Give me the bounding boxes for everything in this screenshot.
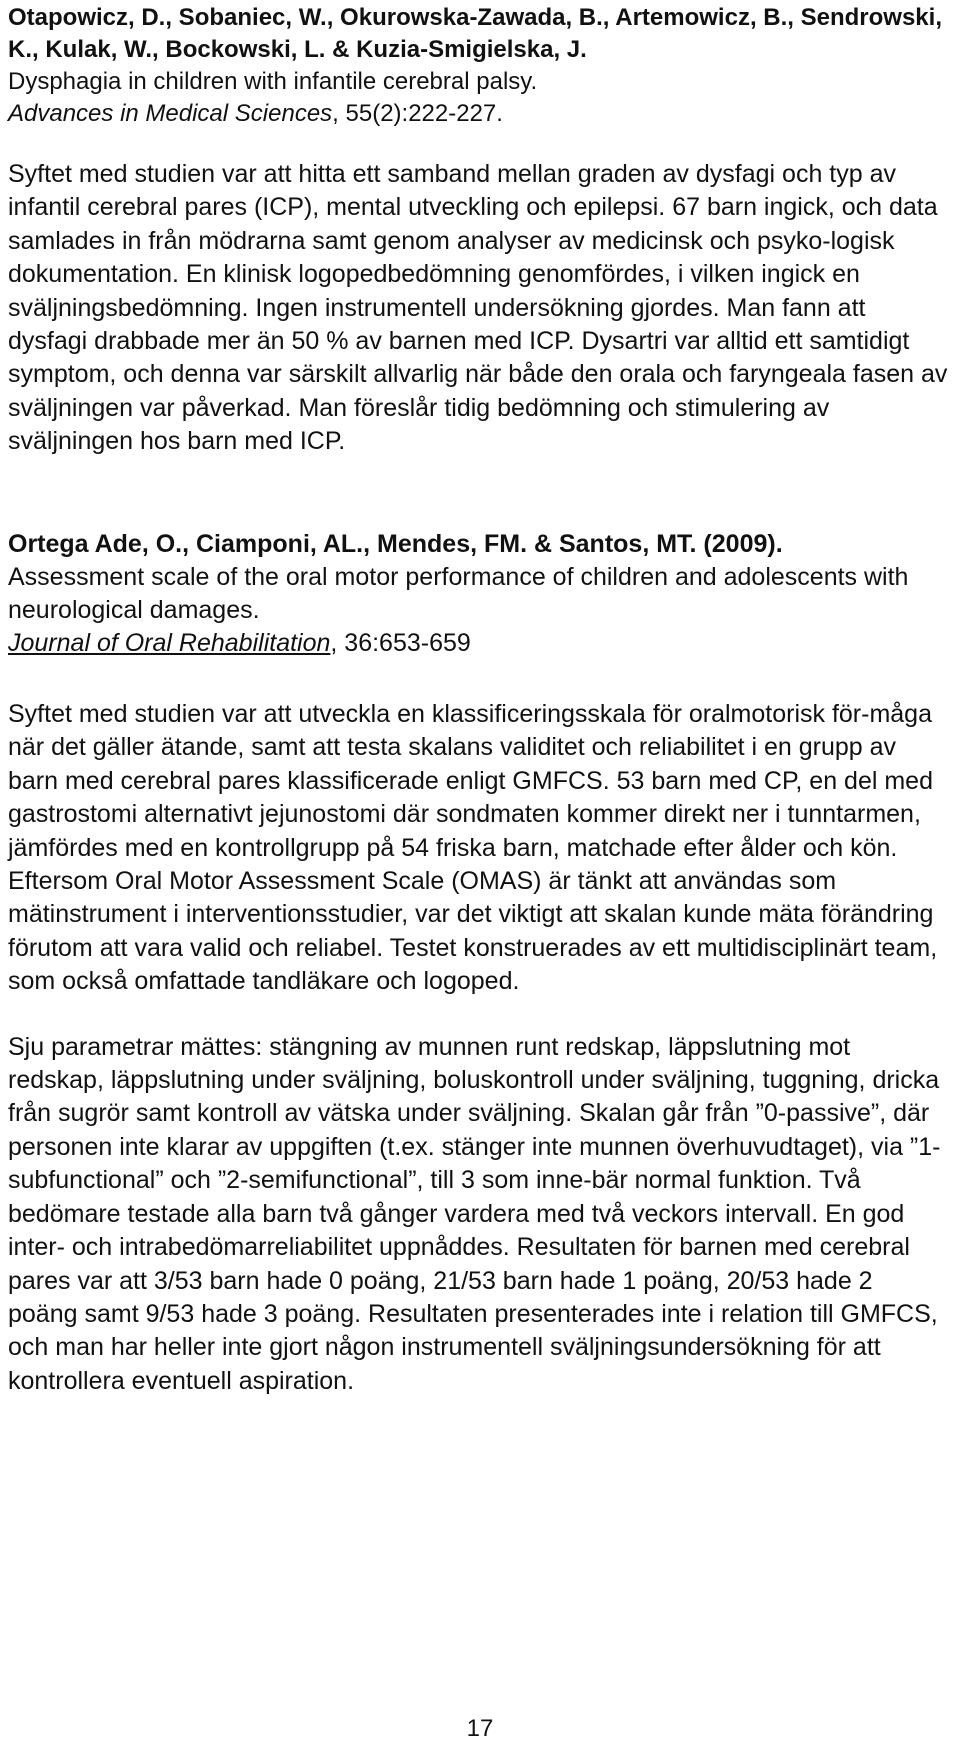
summary-paragraph: Syftet med studien var att utveckla en klassificeringsskala för oralmotorisk för-måga när det gäller ätande, samt att testa skalans validitet och reliabilitet i en grupp av barn med cerebral pares klassificerade enligt GMFCS. 53 barn med CP, en del med gastrostomi alternativt jejunostomi där sondmaten kommer direkt ner i tunntarmen, jämfördes med en kontrollgrupp på 54 friska barn, matchade efter ålder och kön. Eftersom Oral Motor Assessment Scale (OMAS) är tänkt att användas som mätinstrument i interventionsstudier, var det viktigt att skalan kunde mäta förändring förutom att vara valid och reliabel. Testet konstruerades av ett multidisciplinärt team, som också omfattade tandläkare och logoped. bbox=[8, 700, 938, 996]
page-number: 17 bbox=[466, 1715, 494, 1742]
reference-journal: Journal of Oral Rehabilitation bbox=[8, 629, 331, 657]
reference-citation: , 55(2):222-227. bbox=[332, 100, 503, 127]
summary-paragraph: Syftet med studien var att hitta ett samband mellan graden av dysfagi och typ av infantil cerebral pares (ICP), mental utveckling och epilepsi. 67 barn ingick, och data samlades in från mödrarna samt genom analyser av medicinsk och psyko-logisk dokumentation. En klinisk logopedbedömning genomfördes, i vilken ingick en sväljningsbedömning. Ingen instrumentell undersökning gjordes. Man fann att dysfagi drabbade mer än 50 % av barnen med ICP. Dysartri var alltid ett samtidigt symptom, och denna var särskilt allvarlig när både den orala och faryngeala fasen av sväljningen var påverkad. Man föreslår tidig bedömning och stimulering av sväljningen hos barn med ICP. bbox=[8, 160, 948, 456]
summary-paragraph: Sju parametrar mättes: stängning av munnen runt redskap, läppslutning mot redskap, läppslutning under sväljning, boluskontroll under sväljning, tuggning, dricka från sugrör samt kontroll av vätska under sväljning. Skalan går från ”0-passive”, där personen inte klarar av uppgiften (t.ex. stänger inte munnen överhuvudtaget), via ”1- subfunctional” och ”2-semifunctional”, till 3 som inne-bär normal funktion. Två bedömare testade alla barn två gånger vardera med två veckors intervall. En god inter- och intrabedömarreliabilitet uppnåddes. Resultaten för barnen med cerebral pares var att 3/53 barn hade 0 poäng, 21/53 barn hade 1 poäng, 20/53 hade 2 poäng samt 9/53 hade 3 poäng. Resultaten presenterades inte i relation till GMFCS, och man har heller inte gjort någon instrumentell sväljningsundersökning för att kontrollera eventuell aspiration. bbox=[8, 1032, 941, 1395]
reference-source bbox=[8, 98, 948, 130]
reference-entry bbox=[8, 528, 948, 1398]
reference-title: Dysphagia in children with infantile cerebral palsy. bbox=[8, 68, 538, 95]
reference-authors: Ortega Ade, O., Ciamponi, AL., Mendes, FM. & Santos, MT. (2009). bbox=[8, 530, 783, 558]
reference-entry bbox=[8, 2, 948, 459]
reference-journal: Advances in Medical Sciences bbox=[8, 100, 333, 127]
reference-authors: Otapowicz, D., Sobaniec, W., Okurowska-Zawada, B., Artemowicz, B., Sendrowski, K., Kulak, W., Bockowski, L. & Kuzia-Smigielska, J. bbox=[8, 4, 942, 63]
reference-title: Assessment scale of the oral motor performance of children and adolescents with neurological damages. bbox=[8, 563, 909, 624]
reference-source bbox=[8, 627, 948, 660]
reference-citation: , 36:653-659 bbox=[330, 629, 471, 657]
